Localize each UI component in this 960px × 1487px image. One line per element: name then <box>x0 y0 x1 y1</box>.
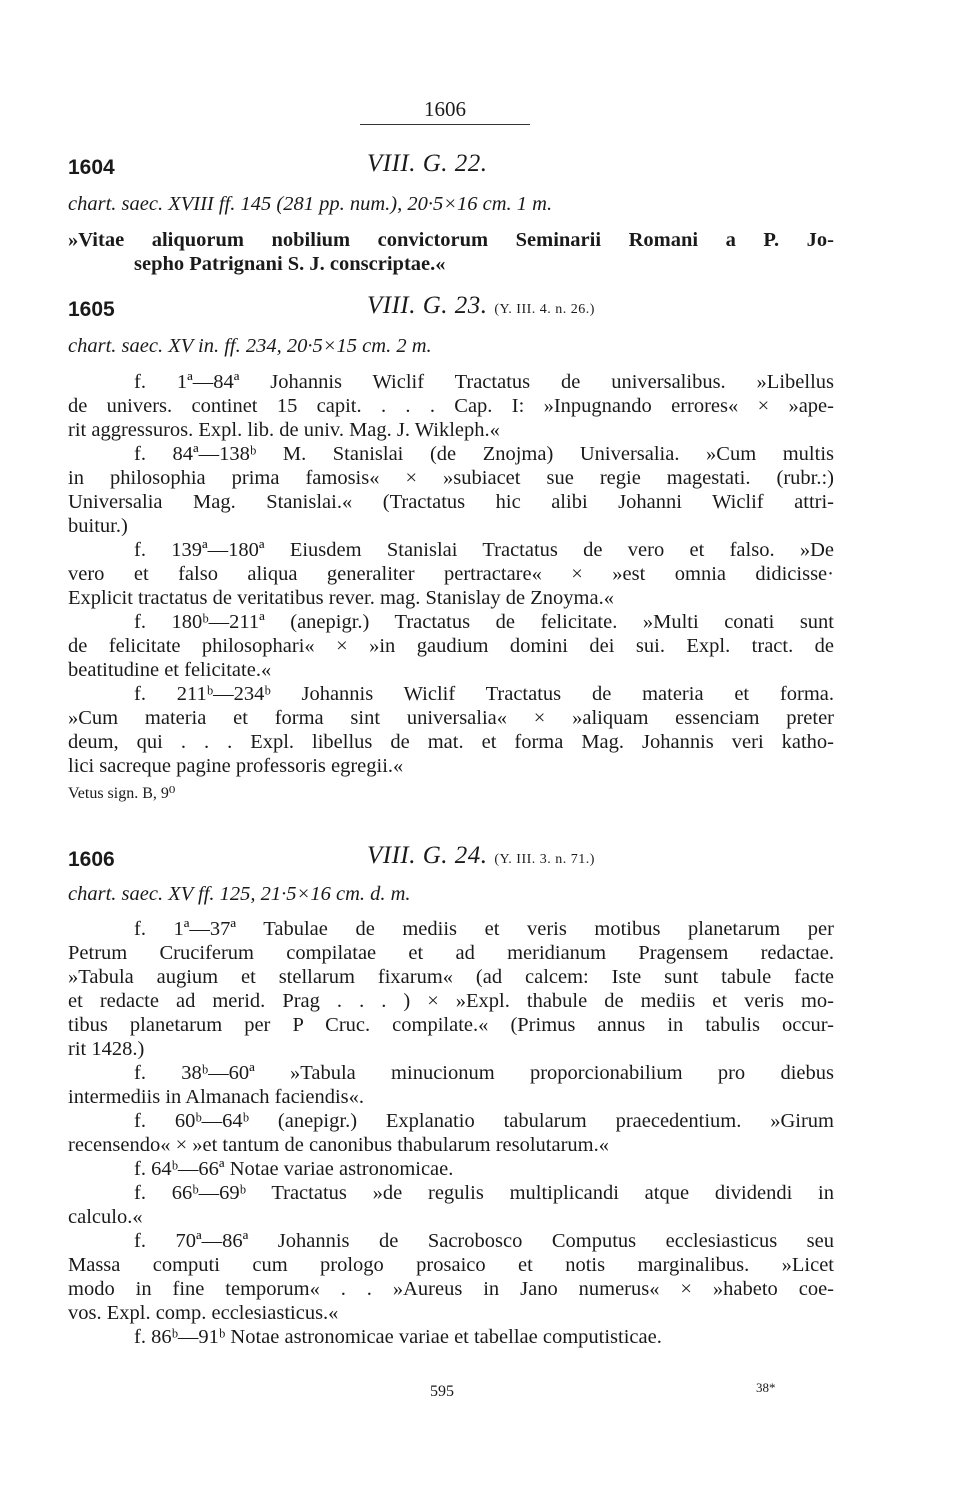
text-line: f. 139ª—180ª Eiusdem Stanislai Tractatus de vero et falso. »De <box>134 539 834 561</box>
text-line: f. 66ᵇ—69ᵇ Tractatus »de regulis multiplicandi atque dividendi in <box>134 1182 834 1204</box>
old-signature: (Y. III. 4. n. 26.) <box>494 302 595 317</box>
text-line: f. 211ᵇ—234ᵇ Johannis Wiclif Tractatus de materia et forma. <box>134 683 834 705</box>
entry-number: 1604 <box>68 156 115 179</box>
entry-description: chart. saec. XV ff. 125, 21·5×16 cm. d. m. <box>68 883 411 905</box>
text-line: intermediis in Almanach faciendis«. <box>68 1086 365 1108</box>
entry-number: 1606 <box>68 848 115 871</box>
text-line: Explicit tractatus de veritatibus rever. mag. Stanislay de Znoyma.« <box>68 587 614 609</box>
text-line: f. 86ᵇ—91ᵇ Notae astronomicae variae et tabellae computisticae. <box>134 1326 662 1348</box>
entry-description: chart. saec. XV in. ff. 234, 20·5×15 cm. 2 m. <box>68 335 432 357</box>
entry-body <box>68 228 834 276</box>
running-head-number: 1606 <box>424 97 466 121</box>
page-number: 595 <box>430 1383 454 1400</box>
entry-signature: VIII. G. 24. (Y. III. 3. n. 71.) <box>367 842 595 869</box>
running-head-rule <box>360 124 530 125</box>
text-line: de univers. continet 15 capit. . . . Cap. I: »Inpugnando errores« × »ape- <box>68 395 834 417</box>
text-line: buitur.) <box>68 515 128 537</box>
text-line: modo in fine temporum« . . »Aureus in Jano numerus« × »habeto coe- <box>68 1278 834 1300</box>
entry-body <box>68 370 834 806</box>
entry-signature: VIII. G. 22. <box>367 150 488 177</box>
text-line: f. 180ᵇ—211ª (anepigr.) Tractatus de felicitate. »Multi conati sunt <box>134 611 834 633</box>
text-line: f. 38ᵇ—60ª »Tabula minucionum proporcionabilium pro diebus <box>134 1062 834 1084</box>
entry-header <box>68 842 834 872</box>
text-line: calculo.« <box>68 1206 143 1228</box>
text-line: tibus planetarum per P Cruc. compilate.« (Primus annus in tabulis occur- <box>68 1014 834 1036</box>
entry-description: chart. saec. XVIII ff. 145 (281 pp. num.), 20·5×16 cm. 1 m. <box>68 193 553 215</box>
text-line: recensendo« × »et tantum de canonibus thabularum resolutarum.« <box>68 1134 609 1156</box>
text-line: f. 64ᵇ—66ª Notae variae astronomicae. <box>134 1158 454 1180</box>
entry-signature: VIII. G. 23. (Y. III. 4. n. 26.) <box>367 292 595 319</box>
old-signature: (Y. III. 3. n. 71.) <box>494 852 595 867</box>
text-line: sepho Patrignani S. J. conscriptae.« <box>134 253 446 275</box>
text-line: f. 1ª—37ª Tabulae de mediis et veris motibus planetarum per <box>134 918 834 940</box>
text-line: beatitudine et felicitate.« <box>68 659 272 681</box>
text-line: rit aggressuros. Expl. lib. de univ. Mag. J. Wikleph.« <box>68 419 500 441</box>
text-line: Petrum Cruciferum compilatae et ad meridianum Pragensem redactae. <box>68 942 834 964</box>
entry-number: 1605 <box>68 298 115 321</box>
entry-header <box>68 292 834 322</box>
entry-body <box>68 917 834 1349</box>
text-line: rit 1428.) <box>68 1038 145 1060</box>
text-line: Massa computi cum prologo prosaico et notis marginalibus. »Licet <box>68 1254 834 1276</box>
old-shelfmark: Vetus sign. B, 9⁰ <box>68 785 176 802</box>
text-line: f. 84ª—138ᵇ M. Stanislai (de Znojma) Universalia. »Cum multis <box>134 443 834 465</box>
text-line: f. 1ª—84ª Johannis Wiclif Tractatus de universalibus. »Libellus <box>134 371 834 393</box>
text-line: »Vitae aliquorum nobilium convictorum Seminarii Romani a P. Jo- <box>68 229 834 251</box>
text-line: f. 70ª—86ª Johannis de Sacrobosco Computus ecclesiasticus seu <box>134 1230 834 1252</box>
text-line: vos. Expl. comp. ecclesiasticus.« <box>68 1302 339 1324</box>
text-line: Universalia Mag. Stanislai.« (Tractatus hic alibi Johanni Wiclif attri- <box>68 491 834 513</box>
text-line: lici sacreque pagine professoris egregii.« <box>68 755 404 777</box>
text-line: deum, qui . . . Expl. libellus de mat. et forma Mag. Johannis veri katho- <box>68 731 834 753</box>
signature-mark: 38* <box>756 1380 776 1395</box>
text-line: »Cum materia et forma sint universalia« × »aliquam essenciam preter <box>68 707 834 729</box>
text-line: in philosophia prima famosis« × »subiacet sue regie magestati. (rubr.:) <box>68 467 834 489</box>
entry-header <box>68 150 834 180</box>
text-line: de felicitate philosophari« × »in gaudium domini dei sui. Expl. tract. de <box>68 635 834 657</box>
text-line: vero et falso aliqua generaliter pertractare« × »est omnia didicisse· <box>68 563 834 585</box>
text-line: et redacte ad merid. Prag . . . ) × »Expl. thabule de mediis et veris mo- <box>68 990 834 1012</box>
running-head <box>360 97 530 122</box>
text-line: »Tabula augium et stellarum fixarum« (ad calcem: Iste sunt tabule facte <box>68 966 834 988</box>
text-line: f. 60ᵇ—64ᵇ (anepigr.) Explanatio tabularum praecedentium. »Girum <box>134 1110 834 1132</box>
